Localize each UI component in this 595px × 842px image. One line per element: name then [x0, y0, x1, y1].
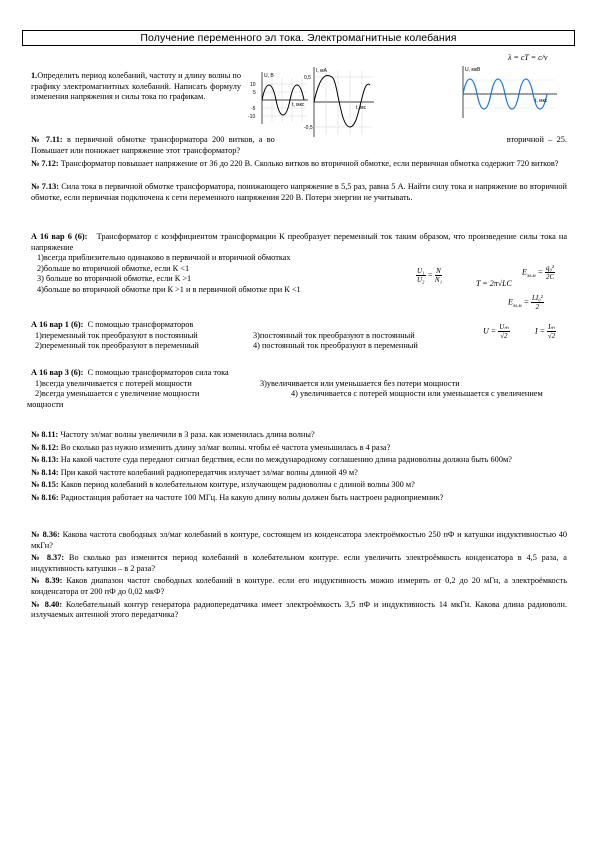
graph1-ytick-5: 5: [253, 90, 256, 96]
problem-8-13: № 8.13: На какой частоте суда передают сигнал бедствия, если по международному соглашению длина радиоволны должна быть 600м?: [31, 455, 512, 465]
problem-7-11-text-2: вторичной – 25. Повышает или понижает напряжение этот трансформатор?: [31, 135, 567, 155]
problem-8-39: № 8.39: Каков диапазон частот свободных колебаний в контуре. если его индуктивность можно измерять от 0,2 до 20 мГн, а электроёмкость конденсатора от 200 пФ до 0,02 мкФ?: [31, 576, 568, 596]
current-graph: [304, 65, 376, 139]
problems-8-36-to-8-40: [31, 530, 567, 621]
problems-8-11-to-8-16: [31, 430, 567, 504]
voltage-graph: [248, 70, 310, 126]
problem-7-11: [31, 135, 567, 156]
problem-8-15: № 8.15: Каков период колебаний в колебательном контуре, излучающем радиоволны с длиной волны 300 м?: [31, 480, 415, 490]
wave-length-formula: λ = cT = c/ν: [508, 53, 548, 62]
problem-8-12: № 8.12: Во сколько раз нужно изменить длину эл/маг волны. чтобы её частота уменьшилась в 4 раза?: [31, 442, 391, 452]
graph2-ylabel: I, мА: [316, 68, 327, 74]
a16-6-option-1: 1)всегда приблизительно одинаково в первичной и вторичной обмотках: [37, 253, 291, 263]
graph2-xlabel: t, мс: [356, 105, 367, 111]
a16-3-option-2: 2)всегда уменьшается с увеличение мощности: [35, 389, 200, 399]
a16-variant-3: [27, 368, 567, 410]
problem-7-12: [31, 159, 567, 170]
inductor-energy-formula: $E_{эл.м}$ = $\frac{\text{LI₀²}}{2}$: [508, 294, 543, 311]
a16-1-text: С помощью трансформаторов: [87, 320, 194, 329]
graph2-ytick-pos: 0,5: [304, 75, 311, 81]
a16-6-head: А 16 вар 6 (6):: [31, 232, 88, 241]
effective-voltage-formula: U = $\frac{\text{Uₘ}}{√2}$: [483, 323, 509, 340]
problem-7-13-number: № 7.13:: [31, 182, 60, 191]
a16-1-option-1: 1)переменный ток преобразуют в постоянный: [35, 330, 198, 340]
problem-8-40: № 8.40: Колебательный контур генератора радиопередатчика имеет электроёмкость 3,5 пФ и индуктивность 14 мкГн. Какова длина радиоволн. излучаемых антенной этого передатчика?: [31, 599, 567, 620]
a16-6-option-2: 2)больше во вторичной обмотке, если К <1: [37, 263, 190, 273]
a16-3-option-1: 1)всегда увеличивается с потерей мощности: [35, 378, 192, 388]
effective-current-formula: I = $\frac{\text{Iₘ}}{√2}$: [535, 323, 556, 340]
problem-7-13: [31, 182, 567, 203]
a16-6-text: Трансформатор с коэффициентом трансформации К преобразует переменный ток таким образом, что произведение силы тока на напряжение: [31, 232, 567, 252]
graph1-ytick-minus5: -5: [251, 106, 256, 112]
transformer-ratio-formula: $\frac{\text{U₁}}{\text{U₂}}$ = $\frac{N}{\text{N₁}}$: [417, 267, 443, 284]
a16-3-option-4: 4) увеличивается с потерей мощности или уменьшается с увеличением мощности: [27, 389, 543, 409]
problem-8-16: № 8.16: Радиостанция работает на частоте 100 МГц. На какую длину волны должен быть настроен радиоприемник?: [31, 492, 444, 502]
graph3-ylabel: U, мкВ: [465, 67, 481, 73]
thomson-formula: T = 2π√LC: [476, 279, 512, 288]
current-curve: [314, 75, 370, 127]
a16-1-head: А 16 вар 1 (6):: [31, 320, 84, 329]
graph2-ytick-neg: -0,5: [304, 125, 313, 131]
problem-8-36: № 8.36: Какова частота свободных эл/маг колебаний в контуре, состоящем из конденсатора электроёмкостью 250 пФ и катушки индуктивностью 40 мкГн?: [31, 530, 568, 550]
graph1-ytick-10: 10: [250, 82, 256, 88]
a16-1-option-4: 4) постоянный ток преобразуют в переменный: [253, 341, 418, 351]
graph1-ytick-minus10: -10: [248, 114, 256, 120]
graph1-xlabel: t, мкс: [292, 102, 305, 108]
a16-variant-1: [31, 320, 481, 352]
a16-1-option-2: 2)переменный ток преобразуют в переменный: [35, 341, 199, 351]
task-1: [31, 71, 241, 103]
page-title: Получение переменного эл тока. Электромагнитные колебания: [22, 30, 575, 46]
problem-7-11-text-1: в первичной обмотке трансформатора 200 витков, а во: [66, 135, 275, 144]
problem-7-13-text: Сила тока в первичной обмотке трансформатора, понижающего напряжение в 5,5 раз, равна 5 А. Найти силу тока и напряжение во вторичной обмотке, если первичная подключена к сети переменного напряжения 220 В. Потери энергии не учитывать.: [31, 182, 567, 202]
problem-7-12-number: № 7.12:: [31, 159, 59, 168]
problem-7-12-text: Трансформатор повышает напряжение от 36 до 220 В. Сколько витков во вторичной обмотке, если первичная обмотка содержит 720 витков?: [60, 159, 559, 168]
capacitor-energy-formula: $E_{эл.м}$ = $\frac{\text{q₀²}}{2C}$: [522, 264, 555, 281]
graph1-ylabel: U, В: [264, 73, 274, 79]
problem-8-11: № 8.11: Частоту эл/маг волны увеличили в 3 раза. как изменилась длина волны?: [31, 430, 315, 439]
blue-wave-graph: [455, 64, 559, 120]
a16-1-option-3: 3)постоянный ток преобразуют в постоянный: [253, 330, 415, 340]
problem-8-37: № 8.37: Во сколько раз изменится период колебаний в колебательном контуре. если увеличить электроёмкость конденсатора в 4,5 раза, а индуктивность катушки – в 2 раза?: [31, 553, 567, 573]
a16-3-head: А 16 вар 3 (6):: [31, 368, 84, 377]
problem-8-14: № 8.14: При какой частоте колебаний радиопередатчик излучает эл/маг волны длиной 49 м?: [31, 467, 358, 477]
task-1-text: Определить период колебаний, частоту и длину волны по графику электромагнитных колебаний. Написать формулу изменения напряжения и силы тока по графикам.: [31, 71, 241, 102]
problem-7-11-number: № 7.11:: [31, 135, 63, 144]
graph3-xlabel: t, мкс: [535, 98, 548, 104]
a16-6-option-4: 4)больше во вторичной обмотке при К >1 и в первичной обмотке при К <1: [37, 284, 301, 294]
a16-3-text: С помощью трансформаторов сила тока: [87, 368, 229, 377]
a16-6-option-3: 3) больше во вторичной обмотке, если К >1: [37, 274, 192, 284]
task-1-number: 1.: [31, 71, 38, 80]
a16-3-option-3: 3)увеличивается или уменьшается без потери мощности: [260, 378, 460, 388]
